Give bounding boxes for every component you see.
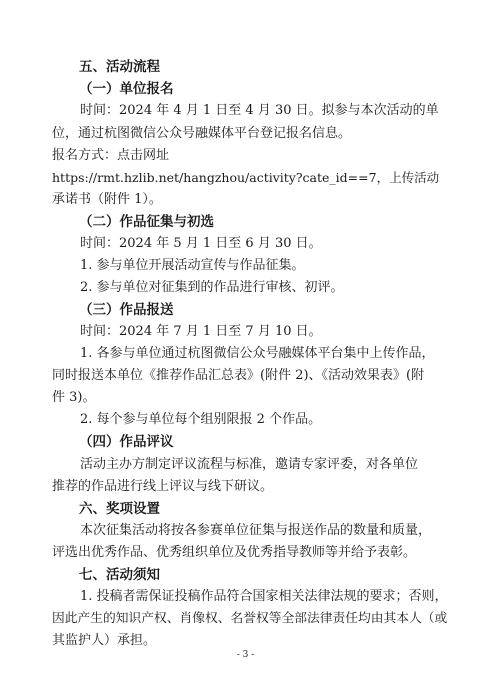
paragraph-line: 评选出优秀作品、优秀组织单位及优秀指导教师等并给予表彰。 [52, 545, 417, 560]
paragraph-line: 承诺书（附件 1）。 [52, 192, 162, 207]
paragraph-line: 报名方式：点击网址 [52, 148, 170, 163]
paragraph-line: 因此产生的知识产权、肖像权、名誉权等全部法律责任均由其本人（或 [52, 611, 448, 626]
paragraph-line: 1. 参与单位开展活动宣传与作品征集。 [80, 258, 305, 273]
paragraph-line: 2. 每个参与单位每个组别限报 2 个作品。 [80, 412, 322, 427]
section-5-4-heading: （四）作品评议 [79, 434, 174, 450]
paragraph-line: 时间：2024 年 7 月 1 日至 7 月 10 日。 [80, 324, 322, 339]
section-7-heading: 七、活动须知 [79, 567, 160, 583]
paragraph-line: 1. 各参与单位通过杭图微信公众号融媒体平台集中上传作品， [80, 346, 435, 361]
section-5-3-heading: （三）作品报送 [79, 302, 174, 318]
page-number: - 3 - [236, 650, 255, 660]
section-5-2-heading: （二）作品征集与初选 [79, 214, 214, 230]
paragraph-line: 本次征集活动将按各参赛单位征集与报送作品的数量和质量， [80, 523, 432, 538]
paragraph-line: 时间：2024 年 5 月 1 日至 6 月 30 日。 [80, 236, 322, 251]
paragraph-line: 同时报送本单位《推荐作品汇总表》(附件 2)、《活动效果表》(附 [52, 368, 425, 383]
paragraph-line: 2. 参与单位对征集到的作品进行审核、初评。 [80, 280, 344, 295]
paragraph-line: 其监护人）承担。 [52, 633, 157, 648]
section-6-heading: 六、奖项设置 [79, 501, 160, 517]
paragraph-line: 件 3)。 [52, 390, 96, 405]
paragraph-line: 时间：2024 年 4 月 1 日至 4 月 30 日。拟参与本次活动的单 [80, 103, 439, 118]
paragraph-line: 推荐的作品进行线上评议与线下研议。 [52, 479, 274, 494]
section-5-1-heading: （一）单位报名 [79, 81, 174, 97]
section-5-heading: 五、活动流程 [79, 59, 160, 75]
paragraph-line: 1. 投稿者需保证投稿作品符合国家相关法律法规的要求；否则， [80, 589, 448, 604]
paragraph-line: 活动主办方制定评议流程与标准，邀请专家评委，对各单位 [80, 457, 419, 472]
activity-url-line: https://rmt.hzlib.net/hangzhou/activity?cate_id==7，上传活动 [52, 170, 440, 185]
paragraph-line: 位，通过杭图微信公众号融媒体平台登记报名信息。 [52, 126, 352, 141]
